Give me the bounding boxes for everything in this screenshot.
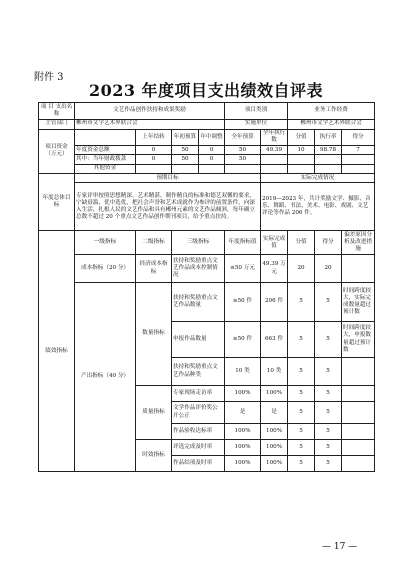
cost-level3: 扶持和奖励重点文艺作品成本控制情况 <box>172 255 225 283</box>
funds-cell: 0 <box>136 155 172 164</box>
project-type: 业务工作经费 <box>288 103 375 120</box>
perf-col-note: 偏差原因分析及改进措施 <box>342 231 375 255</box>
indicator-note <box>342 440 375 456</box>
funds-cell: 7 <box>342 146 375 155</box>
indicator-got: 5 <box>315 424 342 440</box>
page-number: — 17 — <box>322 542 358 552</box>
indicator-note: 时间跨度较大，申报数量超过预计数 <box>342 322 375 358</box>
indicator-target: 100% <box>225 386 261 402</box>
project-type-label: 项目类别 <box>225 103 288 120</box>
funds-cell: 10 <box>288 146 315 155</box>
indicator-target: 100% <box>225 424 261 440</box>
indicator-level3: 专家现场走访率 <box>172 386 225 402</box>
timeliness-level2: 时效指标 <box>136 440 172 472</box>
indicator-level3: 申报作品数量 <box>172 322 225 358</box>
funds-col-1: 年初预算 <box>172 129 199 146</box>
funds-cell <box>342 164 375 173</box>
indicator-level3: 评选完成及时率 <box>172 440 225 456</box>
indicator-score: 5 <box>288 386 315 402</box>
indicator-got: 5 <box>315 386 342 402</box>
indicator-actual: 100% <box>261 440 288 456</box>
indicator-got: 5 <box>315 402 342 424</box>
quantity-level2: 数量指标 <box>136 283 172 386</box>
cost-actual: 49.39 万元 <box>261 255 288 283</box>
indicator-score: 5 <box>288 440 315 456</box>
indicator-score: 5 <box>288 456 315 472</box>
goals-actual: 2019—2023 年，共计奖励文学、摄影、音乐、舞蹈、书法、美术、电影、戏剧、文艺评论等作品 206 件。 <box>261 183 375 231</box>
indicator-score: 5 <box>288 358 315 386</box>
funds-col-4: 全年执行数 <box>261 129 288 146</box>
indicator-actual: 100% <box>261 456 288 472</box>
indicator-note: 时间跨度较大，实际完成数量超过预计数 <box>342 283 375 322</box>
funds-cell: 0 <box>199 155 225 164</box>
funds-cell <box>261 164 288 173</box>
indicator-level3: 作品验收达标率 <box>172 424 225 440</box>
annex-label: 附件 3 <box>34 72 64 83</box>
funds-col-3: 全年预算 <box>225 129 261 146</box>
indicator-note <box>342 402 375 424</box>
indicator-level3: 扶持和奖励重点文艺作品种类 <box>172 358 225 386</box>
indicator-actual: 是 <box>261 402 288 424</box>
funds-cell <box>199 164 225 173</box>
perf-col-got: 得分 <box>315 231 342 255</box>
cost-target: ≤50 万元 <box>225 255 261 283</box>
goals-expected: 专家评审按照思想精深、艺术精湛、制作精良的标准和德艺双馨的要求，宁缺毋滥，优中选优，把社会声誉和艺术成就作为参评的前置条件，向深入生活、扎根人民的文艺作品和具有郴州元素的文艺作品倾斜，每年确立总数不超过 20 个重点文艺作品创作期刊项目，给予重点扶持。 <box>75 183 261 231</box>
funds-cell: 50 <box>225 155 261 164</box>
dept-label: 主管部门 <box>39 119 75 129</box>
funds-cell <box>136 164 172 173</box>
indicator-note <box>342 386 375 402</box>
indicator-score: 5 <box>288 402 315 424</box>
funds-col-2: 年中调整 <box>199 129 225 146</box>
funds-row-name: 其中：当年财政拨款 <box>75 155 136 164</box>
funds-cell <box>172 164 199 173</box>
indicator-target: 是 <box>225 402 261 424</box>
funds-cell: 0 <box>199 146 225 155</box>
funds-cell: 50 <box>172 155 199 164</box>
indicator-got: 5 <box>315 456 342 472</box>
funds-cell <box>288 155 315 164</box>
indicator-got: 5 <box>315 322 342 358</box>
perf-label: 绩效指标 <box>39 231 75 472</box>
perf-col-level3: 三级指标 <box>172 231 225 255</box>
indicator-score: 5 <box>288 283 315 322</box>
perf-col-level1: 一级指标 <box>75 231 136 255</box>
funds-cell <box>288 164 315 173</box>
perf-col-level2: 二级指标 <box>136 231 172 255</box>
indicator-target: 100% <box>225 440 261 456</box>
indicator-actual: 206 件 <box>261 283 288 322</box>
funds-cell <box>225 164 261 173</box>
cost-got: 20 <box>315 255 342 283</box>
funds-cell <box>342 155 375 164</box>
impl-label: 实施单位 <box>225 119 288 129</box>
cost-level2: 经济成本指标 <box>136 255 172 283</box>
page-title: 2023 年度项目支出绩效自评表 <box>88 81 324 100</box>
indicator-target: 100% <box>225 456 261 472</box>
quality-level2: 质量指标 <box>136 386 172 440</box>
cost-score: 20 <box>288 255 315 283</box>
funds-cell: 49.39 <box>261 146 288 155</box>
funds-label: 项目资金 （万元） <box>39 129 75 174</box>
perf-col-actual: 实际完成值 <box>261 231 288 255</box>
indicator-score: 5 <box>288 424 315 440</box>
funds-cell: 98.78 <box>315 146 342 155</box>
project-name: 文艺作品创作扶持和成果奖励 <box>75 103 225 120</box>
project-name-label: 项 目 支出名称 <box>39 103 75 120</box>
dept: 郴州市文学艺术界联合会 <box>75 119 225 129</box>
perf-col-target: 年度指标值 <box>225 231 261 255</box>
funds-corner <box>75 129 136 146</box>
indicator-got: 5 <box>315 283 342 322</box>
indicator-actual: 100% <box>261 386 288 402</box>
indicator-target: ≥50 件 <box>225 322 261 358</box>
funds-col-0: 上年结转 <box>136 129 172 146</box>
funds-col-6: 执行率 <box>315 129 342 146</box>
funds-cell: 0 <box>136 146 172 155</box>
funds-cell: 50 <box>172 146 199 155</box>
goals-actual-header: 实际完成情况 <box>261 174 375 183</box>
goals-label: 年度总体目标 <box>39 174 75 231</box>
indicator-note <box>342 424 375 440</box>
indicator-actual: 10 类 <box>261 358 288 386</box>
funds-cell <box>315 164 342 173</box>
funds-cell <box>315 155 342 164</box>
indicator-target: 10 类 <box>225 358 261 386</box>
indicator-target: ≥50 件 <box>225 283 261 322</box>
funds-row-name: 年度资金总额 <box>75 146 136 155</box>
indicator-level3: 作品结项及时率 <box>172 456 225 472</box>
indicator-got: 5 <box>315 440 342 456</box>
cost-note <box>342 255 375 283</box>
indicator-actual: 663 件 <box>261 322 288 358</box>
indicator-actual: 100% <box>261 424 288 440</box>
goals-expected-header: 预期目标 <box>75 174 261 183</box>
funds-col-7: 得分 <box>342 129 375 146</box>
output-level1: 产出指标（40 分） <box>75 283 136 472</box>
funds-col-5: 分值 <box>288 129 315 146</box>
indicator-level3: 文学作品评价奖公开公正 <box>172 402 225 424</box>
funds-row-name: 其他资金 <box>75 164 136 173</box>
indicator-level3: 扶持和奖励重点文艺作品数量 <box>172 283 225 322</box>
funds-cell: 50 <box>225 146 261 155</box>
indicator-note <box>342 358 375 386</box>
performance-table <box>38 102 375 472</box>
indicator-score: 5 <box>288 322 315 358</box>
indicator-note <box>342 456 375 472</box>
funds-cell <box>261 155 288 164</box>
impl: 郴州市文学艺术界联合会 <box>288 119 375 129</box>
indicator-got: 5 <box>315 358 342 386</box>
cost-level1: 成本指标（20 分） <box>75 255 136 283</box>
perf-col-score: 分值 <box>288 231 315 255</box>
